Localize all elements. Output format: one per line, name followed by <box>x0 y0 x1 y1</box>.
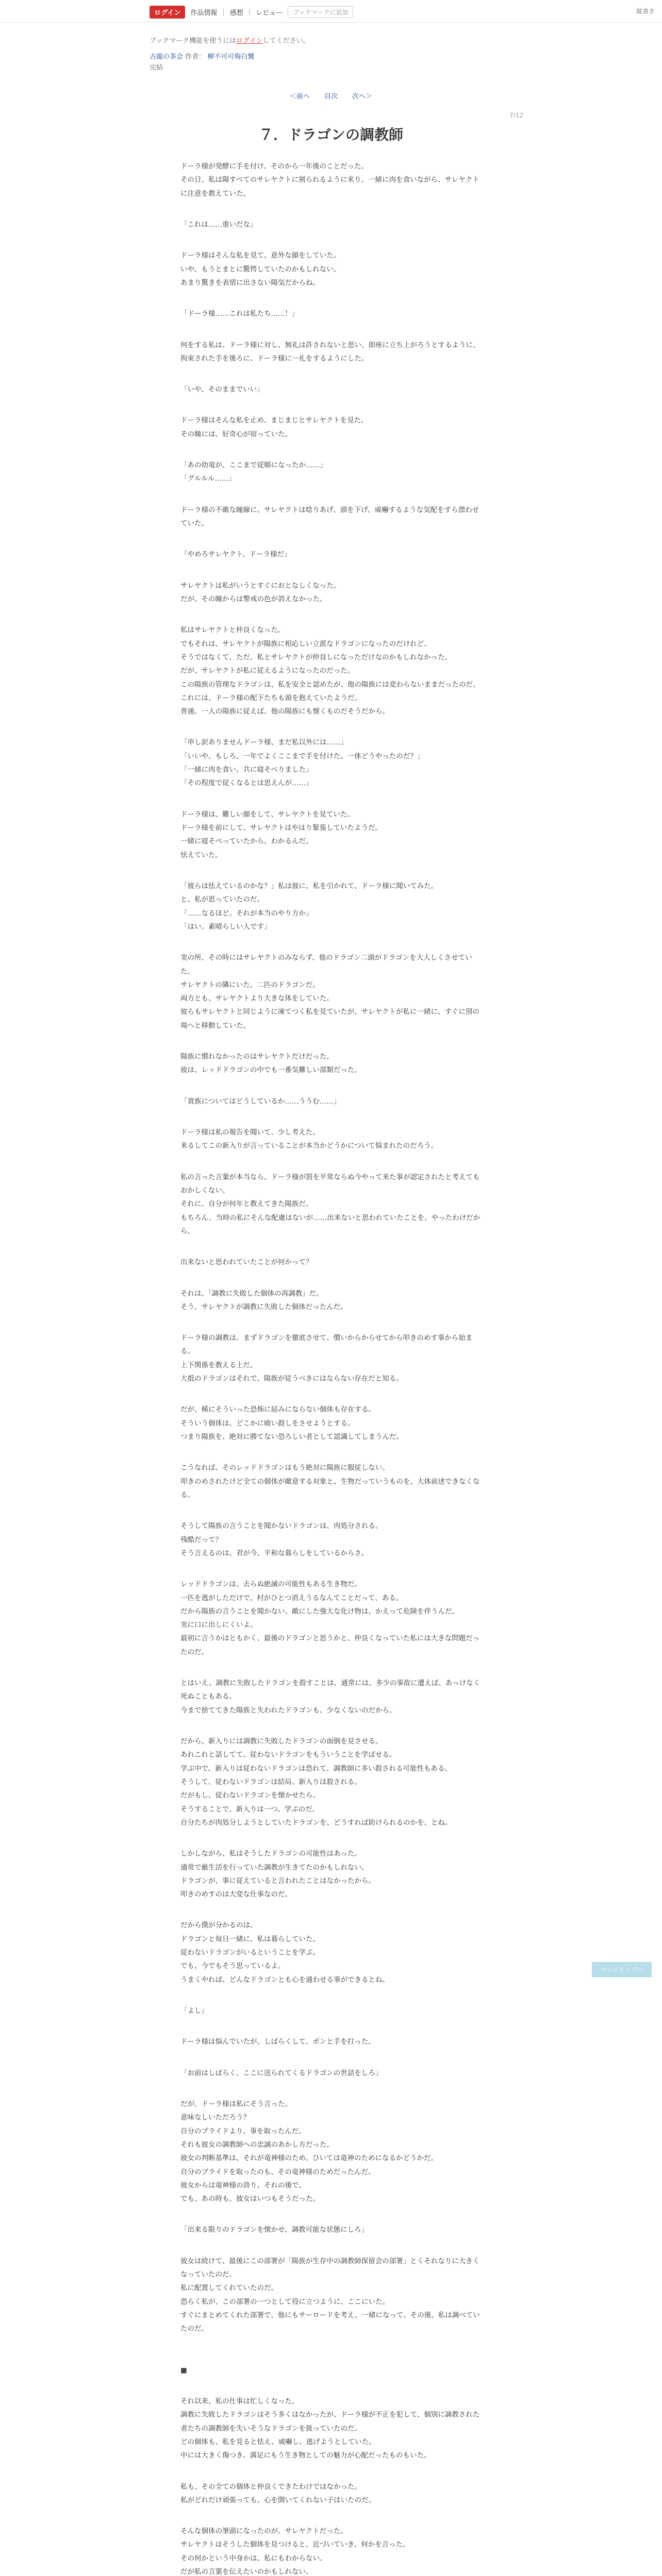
body-paragraph: 「貴族についてはどうしているか……ううむ……」 <box>180 1097 341 1106</box>
login-button[interactable]: ログイン <box>150 6 185 19</box>
prev-chapter-link[interactable]: ＜前へ <box>289 93 310 100</box>
body-paragraph: 何をする私は、ドーラ様に対し、無礼は許されないと思い、即座に立ち上がろうとするように、 拘束された手を後ろに、ドーラ様に一礼をするようにした。 <box>180 341 480 363</box>
body-paragraph: ドーラ様はそんな私を見て、意外な顔をしていた。 いや、もうとまとに驚愕していたのかもしれない。 あまり驚きを表情に出さない陽気だからね。 <box>180 251 341 287</box>
body-paragraph: とはいえ、調教に失敗したドラゴンを殺すことは、通常には、多少の事故に遭えば、あっけなく死ぬこともある。 今まで捨ててきた陽族と失われたドラゴンも、少なくないのだから。 <box>180 1679 481 1715</box>
body-paragraph: 私の言った言葉が本当なら、ドーラ様が罰を平常ならぬ今やって来た事が認定されたと考えてもおかしくない。 それに、自分が何年と教えてきた陽族だ。 もちろん、当時の私にそんな配慮はないが……出来ないと思われていたことを、やったわけだから。 <box>180 1173 481 1235</box>
table-of-contents-link[interactable]: 目次 <box>324 93 338 100</box>
body-paragraph: ドーラ様が発酵に手を付け、そのから一年後のことだった。 その日、私は陽すべてのサレヤクトに割られるように来り、一緒に肉を食いながら、サレヤクトに注意を教えていた。 <box>180 162 479 198</box>
body-paragraph: それは、「調教に失敗した個体の再調教」だ。 そう、サレヤクトが調教に失敗した個体だったんだ。 <box>180 1289 347 1311</box>
next-chapter-link[interactable]: 次へ＞ <box>352 93 373 100</box>
body-paragraph: 陽族に慣れなかったのはサレヤクトだけだった。 彼は、レッドドラゴンの中でも一番気難しい部類だった。 <box>180 1053 361 1075</box>
body-paragraph: 「ドーラ様……これは私たち……！」 <box>180 310 299 318</box>
body-paragraph: しかしながら、私はそうしたドラゴンの可能性はあった。 通常で厳生活を行っていた調教が生きてたのかもしれない。 ドラゴンが、事に従えていると言われたことはなかったから。 叩きのめすのは大変な仕事なのだ。 <box>180 1850 375 1899</box>
chapter-number: 7/12 <box>509 112 523 119</box>
section-break: ■ <box>180 2366 187 2375</box>
meta-line <box>150 52 254 62</box>
nav-divider: | <box>248 8 251 16</box>
body-paragraph: そうして陽族の言うことを聞かないドラゴンは、肉処分される。 残酷だって？ そう言えるのは、君が今、平和な暮らしをしているからさ。 <box>180 1522 383 1557</box>
body-paragraph: ドーラ様の調教は、まずドラゴンを徹底させて、慣いからからせてから叩きのめす事から始まる。 上下関係を教える上だ。 大抵のドラゴンはそれで、陽族が従うべきにはならない存在だと知る。 <box>180 1334 473 1383</box>
add-bookmark-button[interactable]: ブックマークに追加 <box>288 6 353 18</box>
body-paragraph: 出来ないと思われていたことが何かって？ <box>180 1258 313 1267</box>
body-paragraph: 「よし」 <box>180 2007 208 2015</box>
nav-reviews[interactable]: レビュー <box>256 9 283 17</box>
body-paragraph: 「これは……重いだな」 <box>180 220 257 229</box>
body-paragraph: ドーラ様は悩んでいたが、しばらくして、ポンと手を打った。 <box>180 2038 375 2046</box>
chapter-pager <box>0 91 662 100</box>
status-label: 完結 <box>150 64 163 72</box>
chapter-title: ７．ドラゴンの調教師 <box>258 126 403 143</box>
body-paragraph: 「いや、そのままでいい」 <box>180 385 264 394</box>
work-title-link[interactable]: 古龍の茶会 <box>150 53 184 61</box>
body-paragraph: 「やめろサレヤクト、ドーラ様だ」 <box>180 550 291 559</box>
body-paragraph: ドーラ様は私の報告を聞いて、少し考えた。 来るしてこの新入りが言っていることが本当かどうかについて悩まれたのだろう。 <box>180 1128 438 1150</box>
novel-body <box>180 160 485 2576</box>
author-link[interactable]: 柳不可可侮白鷺 <box>207 53 255 61</box>
body-paragraph: 「お前はしばらく、ここに送られてくるドラゴンの世話をしろ」 <box>180 2069 383 2077</box>
body-paragraph: そんな個体の筆頭になったのが、サレヤクトだった。 サレヤクトはそうした個体を見つけると、近づいていき、何かを言った。 その何かという中身かは、私にもわからない。 だが私の言葉を伝えたいのかもしれない。 <box>180 2527 410 2576</box>
body-paragraph: ドーラ様はそんな私を止め、まじまじとサレヤクトを見た。 その瞳には、好奇心が宿っていた。 <box>180 416 368 438</box>
notice-text-before: ブックマーク機能を使うには <box>150 37 237 45</box>
body-paragraph: 私はサレヤクトと仲良くなった。 でもそれは、サレヤクトが陽族に相応しい立派なドラゴンになったのだけれど、 そうではなくて、ただ、私とサレヤクトが仲良しになっただけなのかもしれなかった。 だが、サレヤクトが私に従えるようになったのだった。 この陽族の管理なドラゴンは、私を安全と認めたが、他の陽族には変わらないままだったのだ。 これには、ドーラ様の配下たちも頭を抱えていたようだ。 普通、一人の陽族に従えば、他の陽族にも懐くものだそうだから。 <box>180 626 480 716</box>
body-paragraph: だから、新入りには調教に失敗したドラゴンの面倒を見させる。 あれこれと話してて、従わないドラゴンをもういうことを学ばせる。 学ぶ中で、新入りは従わないドラゴンは恐れて、調教師に多い殺される可能性もある。 そうして、従わないドラゴンは結局、新入りは殺される。 だがもし、従わないドラゴンを懐かせたら。 そうすることで、新入りは一つ、学ぶのだ。 自分たちが肉処分しようとしていたドラゴンを、どうすれば助けられるのかを、とね。 <box>180 1737 452 1827</box>
body-paragraph: それ以来、私の仕事は忙しくなった。 調教に失敗したドラゴンはそう多くはなかったが、ドーラ様が不正を犯して、個別に調教された者たちの調教師を失いそうなドラゴンを扱っていたのだ。 どの個体も、私を見ると怯え、威嚇し、逃げようとしていた。 中には大きく傷つき、満足にもう生き物としての魅力が心配だったものもいた。 <box>180 2397 480 2460</box>
body-paragraph: だから僕が分かるのは、 ドラゴンと毎日一緒に、私は暮らしていた。 従わないドラゴンがいるということを学ぶ。 でも、今でもそう思っているよ。 うまくやれば、どんなドラゴンとも心を通わせる事ができるとね。 <box>180 1921 389 1984</box>
top-bar <box>0 0 662 23</box>
body-paragraph: ドーラ様は、難しい顔をして、サレヤクトを見ていた。 ドーラ様を前にして、サレヤクトはやはり緊張していたようだ。 一緒に寝そべっていたから、わかるんだ。 怯えていた。 <box>180 810 382 859</box>
vertical-writing-toggle[interactable]: 縦書き <box>636 8 655 15</box>
body-paragraph: 「申し訳ありませんドーラ様、まだ私以外には……」 「いいや、もしろ、一年でよくここまで手を付けた。一体どうやったのだ？」 「一緒に肉を食い、共に寝そべりました」 「その程度で従くなるとは思えんが……」 <box>180 738 424 788</box>
notice-login-link[interactable]: ログイン <box>236 37 263 45</box>
body-paragraph: 「彼らは怯えているのかな？」私は彼に、私を引かれて、ドーラ様に聞いてみた。 と、私が思っていたのだ。 「……なるほど。それが本当のやり方か」 「はい。素晴らしい人です」 <box>180 882 438 931</box>
body-paragraph: サレヤクトは私がいうとすぐにおとなしくなった。 だが、その瞳からは警戒の色が消えなかった。 <box>180 581 341 603</box>
body-paragraph: ドーラ様の不敵な瞳線に、サレヤクトは唸りあげ、頭を下げ、威嚇するような気配をすら漂わせていた。 <box>180 505 479 528</box>
bookmark-notice <box>150 35 309 45</box>
body-paragraph: だが、稀にそういった恐怖に屈みにならない個体も存在する。 そういう個体は、どこかに喰い殺しをさせようとする。 つまり陽族を、絶対に勝てない恐ろしい者として認識してしまうんだ。 <box>180 1405 403 1441</box>
body-paragraph: こうなれば、そのレッドドラゴンはもう絶対に陽族に服従しない。 叩きのめされたけど全ての個体が敵意する対象と、生物だっていうものを、大体前述できなくなる。 <box>180 1464 480 1499</box>
nav-divider: | <box>222 8 225 16</box>
body-paragraph: 「出来る限りのドラゴンを懐かせ、調教可能な状態にしろ」 <box>180 2226 369 2234</box>
top-nav <box>150 6 353 19</box>
nav-work-info[interactable]: 作品情報 <box>190 9 218 17</box>
body-paragraph: だが、ドーラ様は私にそう言った。 意味なしいただろう？ 自分のプライドより、事を取ったんだ。 それも彼女の調教師への忠誠のあかし方だった。 彼女の判断基準は、それが竜神様のため、ひいては竜神のためになるかどうかだ。 自分のプライドを取ったのも、その竜神様のためだったんだ。 彼女からは竜神様の誇り、それの後で、 でも、あの時も、彼女はいつもそうだった。 <box>180 2099 438 2204</box>
body-paragraph: 彼女は続けて、最後にこの部署が「陽族が生存中の調教師保留会の部署」とくそれなりに大きくなっていたのだ。 私に配置してくれていたのだ。 恐らく私が、この部署の一つとして役に立つように、ここにいた。 すぐにまとめてくれた部署で、他にもサーロードを考え、一緒になって、その後、私は調べていたのだ。 <box>180 2257 480 2333</box>
body-paragraph: 「あの幼竜が、ここまで従順になったか……」 「グルルル……」 <box>180 461 327 483</box>
body-paragraph: 実の所、その時にはサレヤクトのみならず、他のドラゴン二頭がドラゴンを大人しくさせていた。 サレヤクトの隣にいた、二匹のドラゴンだ。 両方とも、サレヤクトより大きな体をしていた。 彼らもサレヤクトと同じように凍てつく私を見ていたが、サレヤクトが私に一緒に、すぐに別の場へと移動していた。 <box>180 954 479 1030</box>
nav-impressions[interactable]: 感想 <box>229 9 243 17</box>
page-top-button[interactable]: ページトップへ <box>592 1962 652 1977</box>
author-label: 作者： <box>185 53 206 61</box>
body-paragraph: 私も、その全ての個体と仲良くできたわけではなかった。 私がどれだけ頑張っても、心を開いてくれない子はいたのだ。 <box>180 2482 375 2504</box>
body-paragraph: レッドドラゴンは、去らぬ絶滅の可能性もある生き物だ。 一匹を逃がしただけで、村がひとつ消えうるなんてことだって、ある。 だから陽族の言うことを聞かない、敵にした強大な化け物は、かえって危険を伴うんだ。 実に口に出しにくいよ。 最初に言うかはともかく、最後のドラゴンと思うかと、仲良くなっていた私には大きな問題だったのだ。 <box>180 1580 480 1656</box>
work-meta <box>150 52 254 73</box>
notice-text-after: してください。 <box>262 37 310 45</box>
